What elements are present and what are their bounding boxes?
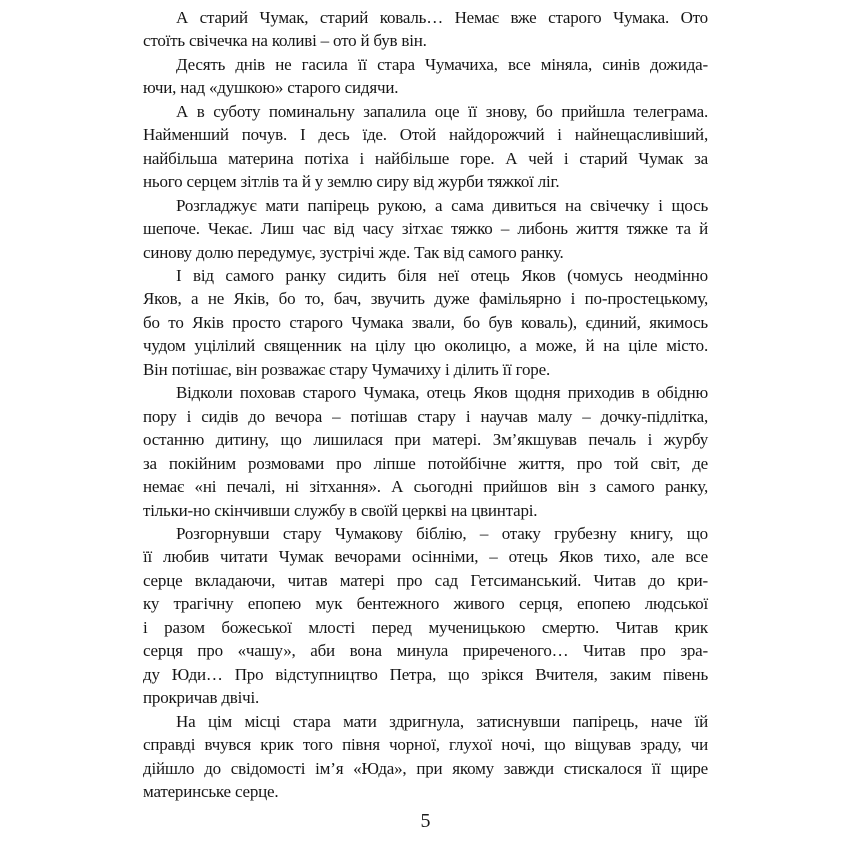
text-line: А старий Чумак, старий коваль… Немає вже старого Чумака. Ото [176,8,708,27]
text-line: Десять днів не гасила її стара Чумачиха, все міняла, синів дожида- [176,54,708,74]
text-line: Відколи поховав старого Чумака, отець Яков щодня приходив в обідню [176,383,708,403]
text-line: шепоче. Чекає. Лиш час від часу зітхає тяжко – либонь життя тяжке та й [143,219,708,239]
text-line: нього серцем зітлів та й у землю сиру від журби тяжкої ліг. [143,172,560,192]
text-line: синову долю передумує, зустрічі жде. Так від самого ранку. [143,242,564,262]
text-line: А в суботу поминальну запалила оце її знову, бо прийшла телеграма. [176,101,708,121]
text-line: І від самого ранку сидить біля неї отець Яков (чомусь неодмінно [176,265,708,285]
text-line: найбільша материна потіха і найбільше горе. А чей і старий Чумак за [143,148,708,168]
text-line: ку трагічну епопею мук бентежного живого серця, епопею людської [143,594,708,614]
text-line: ду Юди… Про відступництво Петра, що зрікся Вчителя, заким півень [143,664,708,684]
page-number: 5 [420,810,431,832]
text-line: ючи, над «душкою» старого сидячи. [143,78,399,98]
paragraph [143,100,708,194]
text-line: справді вчувся крик того півня чорної, глухої ночі, що віщував зраду, чи [143,735,708,755]
text-line: стоїть свічечка на коливі – ото й був він. [143,31,427,51]
text-line: пору і сидів до вечора – потішав стару і научав малу – дочку-підлітка, [143,406,708,426]
text-line: дійшло до свідомості ім’я «Юда», при якому завжди стискалося її щире [143,758,708,778]
text-line: тільки-но скінчивши службу в своїй церкві на цвинтарі. [143,500,538,520]
paragraph [143,381,708,522]
text-line: чудом уцілілий священник на цілу цю околицю, а може, й на ціле місто. [143,336,708,356]
text-line: серце вкладаючи, читав матері про сад Гетсиманський. Читав до кри- [143,570,708,590]
text-line: прокричав двічі. [143,688,260,708]
text-line: Розгорнувши стару Чумакову біблію, – отаку грубезну книгу, що [176,523,708,543]
text-line: бо то Яків просто старого Чумака звали, бо був коваль), єдиний, якимось [143,312,708,332]
paragraph [143,194,708,264]
text-line: Найменший почув. І десь їде. Отой найдорожчий і найнещасливіший, [143,125,708,145]
text-line: материнське серце. [143,781,279,801]
page-text [143,6,708,803]
text-line: її любив читати Чумак вечорами осінніми, – отець Яков тихо, але все [143,547,708,567]
text-line: за покійним розмовами про ліпше потойбічне життя, про той світ, де [143,453,708,473]
text-line: Розгладжує мати папірець рукою, а сама дивиться на свічечку і щось [176,195,708,215]
paragraph [143,710,708,804]
paragraph [143,53,708,100]
text-line: серця про «чашу», аби вона минула приреченого… Читав про зра- [143,641,708,661]
text-line: Він потішає, він розважає стару Чумачиху і ділить її горе. [143,359,551,379]
paragraph [143,6,708,53]
paragraph [143,522,708,710]
text-line: і разом божеської млості перед мученицькою смертю. Читав крик [143,617,708,637]
text-line: останню дитину, що лишилася при матері. Зм’якшував печаль і журбу [143,430,708,450]
text-line: немає «ні печалі, ні зітхання». А сьогодні прийшов він з самого ранку, [143,477,708,497]
text-line: На цім місці стара мати здригнула, затиснувши папірець, наче їй [176,711,708,731]
text-line: Яков, а не Яків, бо то, бач, звучить дуже фамільярно і по-простецькому, [143,289,708,309]
paragraph [143,264,708,381]
